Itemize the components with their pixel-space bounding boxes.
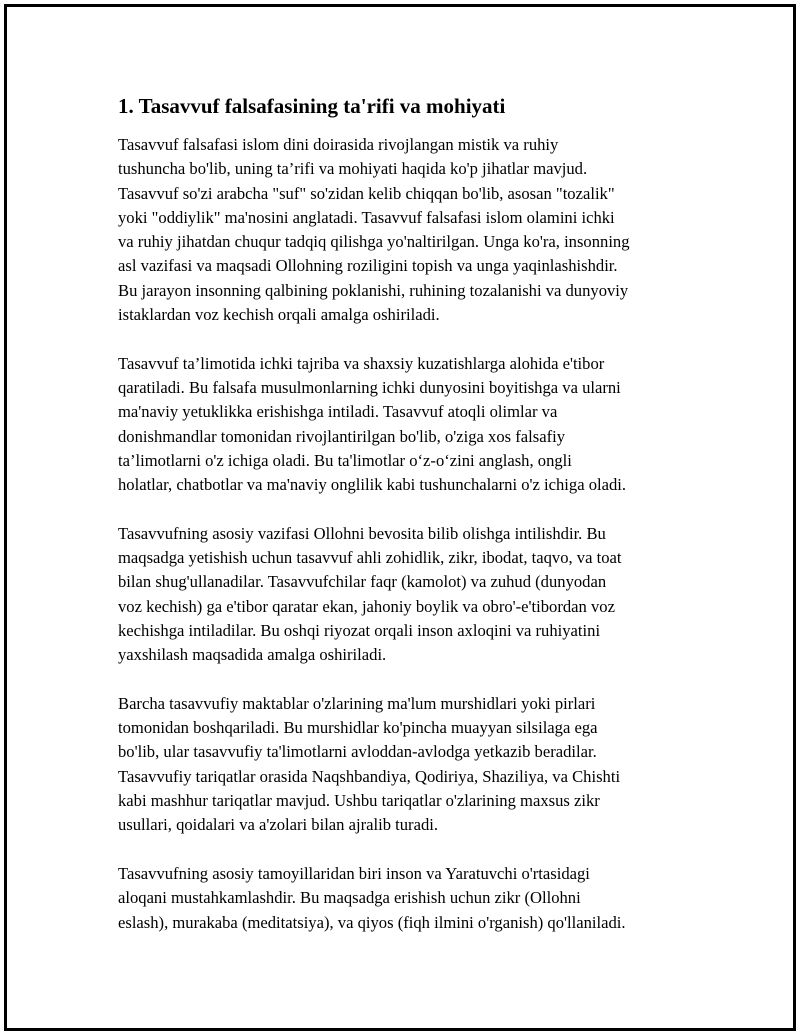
paragraph-1: Tasavvuf falsafasi islom dini doirasida rivojlangan mistik va ruhiy tushuncha bo'lib, uning ta’rifi va mohiyati haqida ko'p jihatlar mavjud. Tasavvuf so'zi arabcha "suf" so'zidan kelib chiqqan bo'lib, asosan "tozalik" yoki "oddiylik" ma'nosini anglatadi. Tasavvuf falsafasi islom olamini ichki va ruhiy jihatdan chuqur tadqiq qilishga yo'naltirilgan. Unga ko'ra, insonning asl vazifasi va maqsadi Ollohning roziligini topish va unga yaqinlashishdir. Bu jarayon insonning qalbining poklanishi, ruhining tozalanishi va dunyoviy istaklardan voz kechish orqali amalga oshiriladi. <box>118 135 630 325</box>
document-body <box>118 92 690 959</box>
paragraph-4: Barcha tasavvufiy maktablar o'zlarining ma'lum murshidlari yoki pirlari tomonidan boshqariladi. Bu murshidlar ko'pincha muayyan silsilaga ega bo'lib, ular tasavvufiy ta'limotlarni avloddan-avlodga yetkazib beradilar. Tasavvufiy tariqatlar orasida Naqshbandiya, Qodiriya, Shaziliya, va Chishti kabi mashhur tariqatlar mavjud. Ushbu tariqatlar o'zlarining maxsus zikr usullari, qoidalari va a'zolari bilan ajralib turadi. <box>118 693 621 835</box>
paragraph-3: Tasavvufning asosiy vazifasi Ollohni bevosita bilib olishga intilishdir. Bu maqsadga yetishish uchun tasavvuf ahli zohidlik, zikr, ibodat, taqvo, va toat bilan shug'ullanadilar. Tasavvufchilar faqr (kamolot) va zuhud (dunyodan voz kechish) ga e'tibor qaratar ekan, jahoniy boylik va obro'-e'tibordan voz kechishga intiladilar. Bu oshqi riyozat orqali inson axloqini va ruhiyatini yaxshilash maqsadida amalga oshiriladi. <box>118 523 622 665</box>
paragraph-2: Tasavvuf ta’limotida ichki tajriba va shaxsiy kuzatishlarga alohida e'tibor qaratiladi. Bu falsafa musulmonlarning ichki dunyosini boyitishga va ularni ma'naviy yetuklikka erishishga intiladi. Tasavvuf atoqli olimlar va donishmandlar tomonidan rivojlantirilgan bo'lib, o'ziga xos falsafiy ta’limotlarni o'z ichiga oladi. Bu ta'limotlar o‘z-o‘zini anglash, ongli holatlar, chatbotlar va ma'naviy onglilik kabi tushunchalarni o'z ichiga oladi. <box>118 353 627 495</box>
paragraph-5: Tasavvufning asosiy tamoyillaridan biri inson va Yaratuvchi o'rtasidagi aloqani mustahkamlashdir. Bu maqsadga erishish uchun zikr (Ollohni eslash), murakaba (meditatsiya), va qiyos (fiqh ilmini o'rganish) qo'llaniladi. <box>118 863 626 932</box>
section-heading: 1. Tasavvuf falsafasining ta'rifi va mohiyati <box>118 94 506 118</box>
